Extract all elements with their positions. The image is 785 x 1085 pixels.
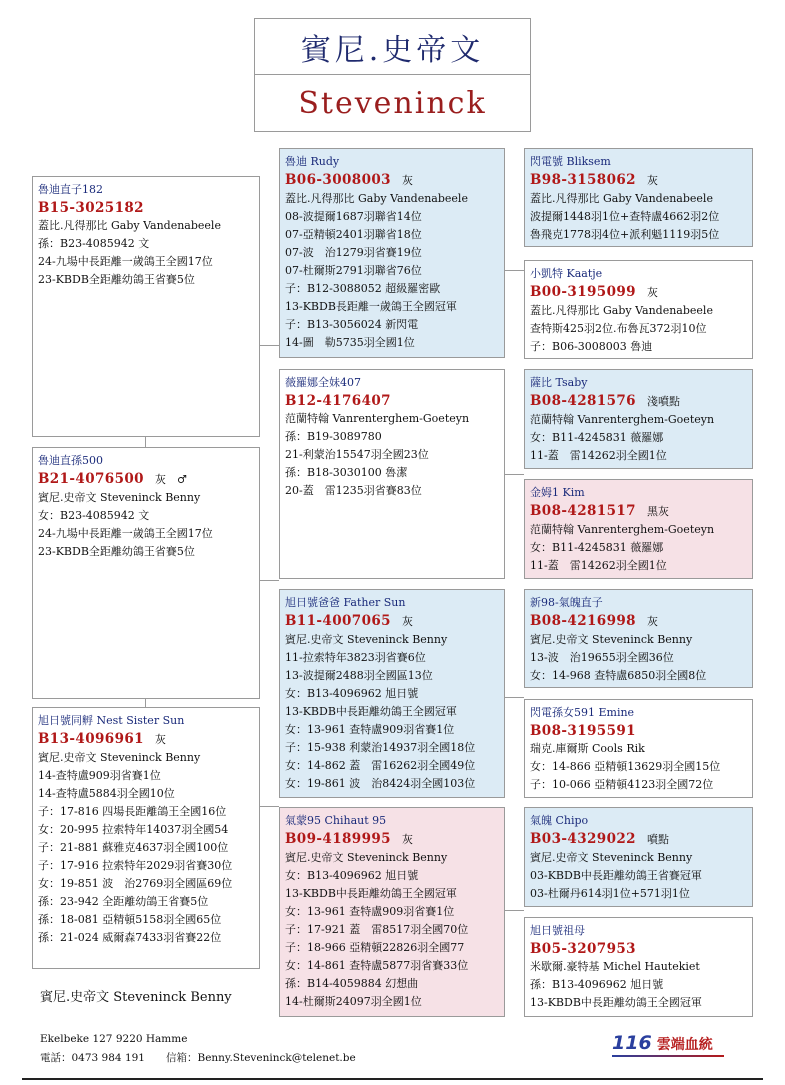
dam-line: 女：20-995 拉索特年14037羽全國54	[38, 823, 229, 836]
dd-line: 女：13-961 查特盧909羽省賽1位	[285, 905, 455, 918]
ss-ring: B06-3008003	[285, 172, 391, 188]
dd-line: 女：B13-4096962 旭日號	[285, 869, 419, 882]
sds-line: 女：B11-4245831 薇羅娜	[530, 431, 664, 444]
header-english-name: Steveninck	[298, 85, 487, 121]
dam-line: 孫：23-942 全距離幼鴿王省賽5位	[38, 895, 209, 908]
granddam-dam-card[interactable]	[279, 807, 505, 1017]
ssd-line: 子：B06-3008003 魯迪	[530, 340, 653, 353]
dss-line: 女：14-968 查特盧6850羽全國8位	[530, 669, 707, 682]
dam-line: 14-查特盧909羽省賽1位	[38, 769, 161, 782]
sd-line: 孫：B18-3030100 魯潔	[285, 466, 408, 479]
dam-ring: B13-4096961	[38, 731, 144, 747]
ssd-color: 灰	[646, 286, 658, 299]
dds-line: 03-杜爾丹614羽1位+571羽1位	[530, 887, 690, 900]
ds-color: 灰	[401, 615, 413, 628]
ds-line: 女：13-961 查特盧909羽省賽1位	[285, 723, 455, 736]
dss-line: 賓尼.史帝文 Steveninck Benny	[530, 633, 693, 646]
connector-line	[260, 580, 279, 581]
dds-ring: B03-4329022	[530, 831, 636, 847]
dd-line: 子：17-921 蓋 雷8517羽全國70位	[285, 923, 469, 936]
dam-line: 14-查特盧5884羽全國10位	[38, 787, 175, 800]
dss-color: 灰	[646, 615, 658, 628]
ss-line: 子：B13-3056024 新閃電	[285, 318, 419, 331]
dss-line: 13-波 治19655羽全國36位	[530, 651, 674, 664]
sdd-line: 范蘭特翰 Vanrenterghem-Goeteyn	[530, 523, 715, 536]
sss-color: 灰	[646, 174, 658, 187]
sire-line: 孫：B23-4085942 文	[38, 237, 150, 250]
dd-line: 女：14-861 查特盧5877羽省賽33位	[285, 959, 469, 972]
dds-line: 賓尼.史帝文 Steveninck Benny	[530, 851, 693, 864]
dd-ring: B09-4189995	[285, 831, 391, 847]
grandsire-sire-card[interactable]	[279, 148, 505, 358]
footer-contact: 電話：0473 984 191 信箱：Benny.Steveninck@telenet.be	[40, 1052, 356, 1064]
sire-line: 23-KBDB全距離幼鴿王省賽5位	[38, 273, 195, 286]
subject-line: 女：B23-4085942 文	[38, 509, 150, 522]
ss-line: 08-波提爾1687羽聯省14位	[285, 210, 422, 223]
sdd-name: 金姆1 Kim	[530, 486, 585, 499]
sss-name: 閃電號 Bliksem	[530, 155, 611, 168]
dam-line: 子：21-881 蘇雅克4637羽全國100位	[38, 841, 229, 854]
sdd-color: 黑灰	[646, 505, 669, 518]
logo-number: 116	[612, 1032, 652, 1054]
subject-card[interactable]	[32, 447, 260, 699]
ds-line: 女：14-862 蓋 雷16262羽全國49位	[285, 759, 476, 772]
sss-ring: B98-3158062	[530, 172, 636, 188]
ss-line: 07-波 治1279羽省賽19位	[285, 246, 422, 259]
connector-line	[260, 345, 279, 346]
ssd-line: 查特斯425羽2位.布魯瓦372羽10位	[530, 322, 707, 335]
ss-name: 魯迪 Rudy	[285, 155, 340, 168]
header-chinese-box	[254, 18, 531, 75]
dam-line: 子：17-916 拉索特年2029羽省賽30位	[38, 859, 233, 872]
dam-line: 女：19-851 波 治2769羽全國區69位	[38, 877, 233, 890]
dsd-line: 瑞克.庫爾斯 Cools Rik	[530, 742, 645, 755]
connector-line	[505, 910, 524, 911]
sdd-ring: B08-4281517	[530, 503, 636, 519]
sd-line: 孫：B19-3089780	[285, 430, 382, 443]
breeder-name: 賓尼.史帝文 Steveninck Benny	[40, 990, 232, 1005]
sds-ring: B08-4281576	[530, 393, 636, 409]
dds-color: 噴點	[646, 833, 669, 846]
ggp-sdd-card[interactable]	[524, 479, 753, 579]
dam-line: 子：17-816 四場長距離鴿王全國16位	[38, 805, 227, 818]
sd-name: 薇羅娜全妹407	[285, 376, 361, 389]
sss-line: 蓋比.凡得那比 Gaby Vandenabeele	[530, 192, 713, 205]
dss-ring: B08-4216998	[530, 613, 636, 629]
ggp-sds-card[interactable]	[524, 369, 753, 469]
ds-ring: B11-4007065	[285, 613, 391, 629]
sire-card[interactable]	[32, 176, 260, 437]
sds-color: 淺噴點	[646, 395, 680, 408]
footer-address: Ekelbeke 127 9220 Hamme	[40, 1033, 188, 1045]
header-english-box	[254, 74, 531, 132]
dd-line: 賓尼.史帝文 Steveninck Benny	[285, 851, 448, 864]
sd-line: 范蘭特翰 Vanrenterghem-Goeteyn	[285, 412, 470, 425]
logo-text: 雲端血統	[656, 1037, 713, 1053]
grandsire-dam-card[interactable]	[279, 589, 505, 798]
sire-ring: B15-3025182	[38, 200, 144, 216]
ds-line: 11-拉索特年3823羽省賽6位	[285, 651, 426, 664]
ggp-dss-card[interactable]	[524, 589, 753, 688]
dam-line: 孫：21-024 威爾森7433羽省賽22位	[38, 931, 222, 944]
ddd-line: 13-KBDB中長距離幼鴿王全國冠軍	[530, 996, 702, 1009]
sd-ring: B12-4176407	[285, 393, 391, 409]
ss-line: 07-亞精頓2401羽聯省18位	[285, 228, 422, 241]
connector-line	[260, 806, 279, 807]
ds-name: 旭日號爸爸 Father Sun	[285, 596, 406, 609]
ss-line: 07-杜爾斯2791羽聯省76位	[285, 264, 422, 277]
dss-name: 新98-氣魄直子	[530, 596, 603, 609]
subject-color: 灰 ♂	[154, 473, 187, 486]
ds-line: 13-KBDB中長距離幼鴿王全國冠軍	[285, 705, 457, 718]
sds-name: 薩比 Tsaby	[530, 376, 588, 389]
sd-line: 21-利蒙治15547羽全國23位	[285, 448, 429, 461]
ds-line: 女：B13-4096962 旭日號	[285, 687, 419, 700]
dd-color: 灰	[401, 833, 413, 846]
logo-underline	[612, 1055, 724, 1057]
brand-logo	[612, 1032, 713, 1054]
ss-color: 灰	[401, 174, 413, 187]
sdd-line: 11-蓋 雷14262羽全國1位	[530, 559, 667, 572]
connector-line	[145, 698, 146, 707]
ddd-name: 旭日號祖母	[530, 924, 585, 937]
ddd-line: 孫：B13-4096962 旭日號	[530, 978, 664, 991]
connector-line	[505, 474, 524, 475]
subject-ring: B21-4076500	[38, 471, 144, 487]
connector-line	[505, 270, 524, 271]
ssd-line: 蓋比.凡得那比 Gaby Vandenabeele	[530, 304, 713, 317]
dsd-line: 女：14-866 亞精頓13629羽全國15位	[530, 760, 721, 773]
ssd-name: 小凱特 Kaatje	[530, 267, 603, 280]
ss-line: 子：B12-3088052 超級羅密歐	[285, 282, 441, 295]
dam-line: 孫：18-081 亞精頓5158羽全國65位	[38, 913, 222, 926]
dd-line: 孫：B14-4059884 幻想曲	[285, 977, 419, 990]
ss-line: 蓋比.凡得那比 Gaby Vandenabeele	[285, 192, 468, 205]
dds-name: 氣魄 Chipo	[530, 814, 589, 827]
ggp-dsd-card[interactable]	[524, 699, 753, 798]
subject-line: 24-九場中長距離一歲鴿王全國17位	[38, 527, 213, 540]
ggp-dds-card[interactable]	[524, 807, 753, 907]
connector-line	[505, 697, 524, 698]
dam-card[interactable]	[32, 707, 260, 969]
sd-line: 20-蓋 雷1235羽省賽83位	[285, 484, 422, 497]
ssd-ring: B00-3195099	[530, 284, 636, 300]
dd-line: 13-KBDB中長距離幼鴿王全國冠軍	[285, 887, 457, 900]
ggp-ddd-card[interactable]	[524, 917, 753, 1017]
ds-line: 子：15-938 利蒙治14937羽全國18位	[285, 741, 476, 754]
sss-line: 魯飛克1778羽4位+派利魁1119羽5位	[530, 228, 720, 241]
ds-line: 女：19-861 波 治8424羽全國103位	[285, 777, 476, 790]
dd-line: 14-杜爾斯24097羽全國1位	[285, 995, 422, 1008]
sire-line: 24-九場中長距離一歲鴿王全國17位	[38, 255, 213, 268]
ggp-sss-card[interactable]	[524, 148, 753, 247]
sds-line: 11-蓋 雷14262羽全國1位	[530, 449, 667, 462]
dam-color: 灰	[154, 733, 166, 746]
ss-line: 13-KBDB長距離一歲鴿王全國冠軍	[285, 300, 457, 313]
subject-name: 魯迪直孫500	[38, 454, 103, 467]
ddd-line: 米歇爾.豪特基 Michel Hautekiet	[530, 960, 700, 973]
dam-name: 旭日號同孵 Nest Sister Sun	[38, 714, 185, 727]
sdd-line: 女：B11-4245831 薇羅娜	[530, 541, 664, 554]
sire-name: 魯迪直子182	[38, 183, 103, 196]
subject-line: 賓尼.史帝文 Steveninck Benny	[38, 491, 201, 504]
bottom-rule	[22, 1078, 763, 1080]
subject-line: 23-KBDB全距離幼鴿王省賽5位	[38, 545, 195, 558]
dsd-ring: B08-3195591	[530, 723, 636, 739]
sire-line: 蓋比.凡得那比 Gaby Vandenabeele	[38, 219, 221, 232]
dam-line: 賓尼.史帝文 Steveninck Benny	[38, 751, 201, 764]
dds-line: 03-KBDB中長距離幼鴿王省賽冠軍	[530, 869, 702, 882]
header-chinese-name: 賓尼.史帝文	[300, 32, 485, 68]
granddam-sire-card[interactable]	[279, 369, 505, 579]
ds-line: 賓尼.史帝文 Steveninck Benny	[285, 633, 448, 646]
dsd-line: 子：10-066 亞精頓4123羽全國72位	[530, 778, 714, 791]
dsd-name: 閃電孫女591 Emine	[530, 706, 635, 719]
dd-name: 氣蒙95 Chihaut 95	[285, 814, 387, 827]
ds-line: 13-波提爾2488羽全國區13位	[285, 669, 433, 682]
ddd-ring: B05-3207953	[530, 941, 636, 957]
dd-line: 子：18-966 亞精頓22826羽全國77	[285, 941, 465, 954]
sds-line: 范蘭特翰 Vanrenterghem-Goeteyn	[530, 413, 715, 426]
ss-line: 14-圖 勒5735羽全國1位	[285, 336, 415, 349]
ggp-ssd-card[interactable]	[524, 260, 753, 359]
sss-line: 波提爾1448羽1位+查特盧4662羽2位	[530, 210, 720, 223]
